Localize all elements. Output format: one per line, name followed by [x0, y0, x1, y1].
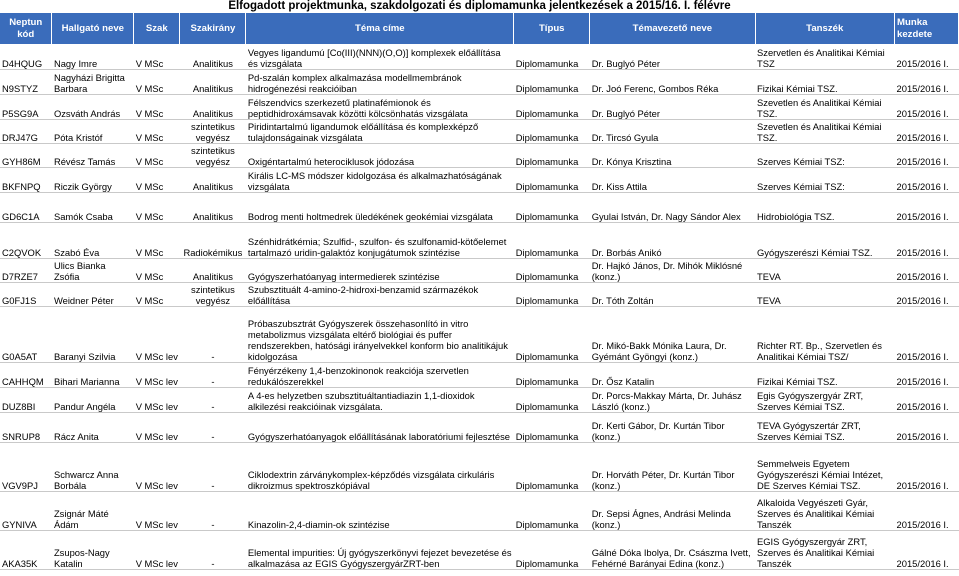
cell-tema-cime: Szubsztituált 4-amino-2-hidroxi-benzamid származékok előállítása [246, 282, 514, 306]
cell-tanszek: Szevetlen és Analitikai Kémiai TSZ. [755, 94, 895, 119]
cell-szakirany: Analitikus [180, 69, 246, 94]
cell-hallgato-neve: Samók Csaba [52, 192, 134, 222]
cell-neptun-kod: DRJ47G [0, 119, 52, 143]
cell-munka-kezdete: 2015/2016 I. [895, 530, 959, 569]
cell-munka-kezdete: 2015/2016 I. [895, 491, 959, 530]
cell-hallgato-neve: Póta Kristóf [52, 119, 134, 143]
cell-szakirany: - [180, 491, 246, 530]
cell-szakirany: Analitikus [180, 94, 246, 119]
cell-szakirany: Radiokémikus [180, 222, 246, 258]
cell-temavezeto-neve: Dr. Porcs-Makkay Márta, Dr. Juhász László (konz.) [590, 387, 755, 412]
table-row [0, 306, 959, 362]
cell-temavezeto-neve: Gyulai István, Dr. Nagy Sándor Alex [590, 192, 755, 222]
cell-tipus: Diplomamunka [514, 282, 590, 306]
cell-neptun-kod: DUZ8BI [0, 387, 52, 412]
table-body [0, 44, 959, 569]
cell-tanszek: Szevetlen és Analitikai Kémiai TSZ. [755, 119, 895, 143]
cell-hallgato-neve: Zsignár Máté Ádám [52, 491, 134, 530]
cell-tema-cime: Vegyes ligandumú [Co(III)(NNN)(O,O)] komplexek előállítása és vizsgálata [246, 44, 514, 69]
cell-tipus: Diplomamunka [514, 143, 590, 167]
cell-munka-kezdete: 2015/2016 I. [895, 412, 959, 442]
registrations-table [0, 13, 959, 570]
cell-neptun-kod: BKFNPQ [0, 167, 52, 192]
cell-neptun-kod: SNRUP8 [0, 412, 52, 442]
cell-tipus: Diplomamunka [514, 412, 590, 442]
cell-temavezeto-neve: Dr. Mikó-Bakk Mónika Laura, Dr. Gyémánt Gyöngyi (konz.) [590, 306, 755, 362]
cell-szak: V MSc lev [134, 412, 180, 442]
cell-munka-kezdete: 2015/2016 I. [895, 387, 959, 412]
cell-neptun-kod: GYNIVA [0, 491, 52, 530]
cell-neptun-kod: VGV9PJ [0, 442, 52, 491]
cell-neptun-kod: GYH86M [0, 143, 52, 167]
header-szakirany: Szakirány [180, 13, 246, 44]
cell-tanszek: Gyógyszerészi Kémiai TSZ. [755, 222, 895, 258]
cell-tema-cime: Ciklodextrin zárványkomplex-képződés vizsgálata cirkuláris dikroizmus spektroszkópiával [246, 442, 514, 491]
cell-hallgato-neve: Riczik György [52, 167, 134, 192]
cell-tipus: Diplomamunka [514, 530, 590, 569]
table-row [0, 222, 959, 258]
table-row [0, 192, 959, 222]
cell-temavezeto-neve: Gálné Dóka Ibolya, Dr. Császma Ivett, Fehérné Barányai Edina (konz.) [590, 530, 755, 569]
page-title: Elfogadott projektmunka, szakdolgozati és diplomamunka jelentkezések a 2015/16. I. félévre [228, 0, 731, 12]
cell-munka-kezdete: 2015/2016 I. [895, 69, 959, 94]
cell-szakirany: - [180, 442, 246, 491]
cell-hallgato-neve: Baranyi Szilvia [52, 306, 134, 362]
cell-tanszek: Szerves Kémiai TSZ: [755, 143, 895, 167]
cell-szak: V MSc [134, 192, 180, 222]
cell-tipus: Diplomamunka [514, 222, 590, 258]
cell-tanszek: Alkaloida Vegyészeti Gyár, Szerves és Analitikai Kémiai Tanszék [755, 491, 895, 530]
cell-hallgato-neve: Nagy Imre [52, 44, 134, 69]
cell-neptun-kod: G0A5AT [0, 306, 52, 362]
cell-szak: V MSc [134, 69, 180, 94]
cell-szak: V MSc lev [134, 442, 180, 491]
cell-tipus: Diplomamunka [514, 491, 590, 530]
cell-tipus: Diplomamunka [514, 44, 590, 69]
cell-hallgato-neve: Ozsváth András [52, 94, 134, 119]
cell-temavezeto-neve: Dr. Kerti Gábor, Dr. Kurtán Tibor (konz.) [590, 412, 755, 442]
cell-temavezeto-neve: Dr. Hajkó János, Dr. Mihók Miklósné (konz.) [590, 258, 755, 282]
cell-tanszek: Hidrobiológia TSZ. [755, 192, 895, 222]
cell-hallgato-neve: Szabó Éva [52, 222, 134, 258]
cell-temavezeto-neve: Dr. Buglyó Péter [590, 44, 755, 69]
cell-temavezeto-neve: Dr. Buglyó Péter [590, 94, 755, 119]
cell-tema-cime: A 4-es helyzetben szubsztituáltantiadiazin 1,1-dioxidok alkilezési reakcióinak vizsgálata. [246, 387, 514, 412]
cell-szakirany: - [180, 530, 246, 569]
cell-temavezeto-neve: Dr. Tircsó Gyula [590, 119, 755, 143]
cell-tipus: Diplomamunka [514, 258, 590, 282]
cell-szakirany: Analitikus [180, 44, 246, 69]
table-row [0, 442, 959, 491]
table-row [0, 530, 959, 569]
cell-szak: V MSc [134, 282, 180, 306]
cell-tipus: Diplomamunka [514, 69, 590, 94]
cell-tanszek: Fizikai Kémiai TSZ. [755, 69, 895, 94]
table-row [0, 143, 959, 167]
cell-szak: V MSc lev [134, 362, 180, 387]
cell-szak: V MSc lev [134, 491, 180, 530]
cell-szak: V MSc lev [134, 306, 180, 362]
table-row [0, 94, 959, 119]
cell-szakirany: szintetikus vegyész [180, 143, 246, 167]
cell-munka-kezdete: 2015/2016 I. [895, 282, 959, 306]
cell-szakirany: Analitikus [180, 192, 246, 222]
cell-tema-cime: Oxigéntartalmú heterociklusok jódozása [246, 143, 514, 167]
cell-tipus: Diplomamunka [514, 119, 590, 143]
header-neptun-kod: Neptun kód [0, 13, 52, 44]
header-temavezeto-neve: Témavezető neve [590, 13, 755, 44]
cell-tipus: Diplomamunka [514, 192, 590, 222]
cell-szakirany: - [180, 362, 246, 387]
cell-tanszek: Fizikai Kémiai TSZ. [755, 362, 895, 387]
cell-tema-cime: Fényérzékeny 1,4-benzokinonok reakciója szervetlen redukálószerekkel [246, 362, 514, 387]
cell-tanszek: TEVA Gyógyszertár ZRT, Szerves Kémiai TSZ. [755, 412, 895, 442]
cell-tema-cime: Gyógyszerhatóanyag intermedierek szintézise [246, 258, 514, 282]
cell-tanszek: Szerves Kémiai TSZ: [755, 167, 895, 192]
cell-hallgato-neve: Bihari Marianna [52, 362, 134, 387]
cell-munka-kezdete: 2015/2016 I. [895, 306, 959, 362]
cell-szakirany: Analitikus [180, 258, 246, 282]
cell-munka-kezdete: 2015/2016 I. [895, 94, 959, 119]
cell-munka-kezdete: 2015/2016 I. [895, 362, 959, 387]
cell-munka-kezdete: 2015/2016 I. [895, 119, 959, 143]
cell-temavezeto-neve: Dr. Kónya Krisztina [590, 143, 755, 167]
cell-szakirany: szintetikus vegyész [180, 119, 246, 143]
cell-hallgato-neve: Rácz Anita [52, 412, 134, 442]
cell-temavezeto-neve: Dr. Tóth Zoltán [590, 282, 755, 306]
cell-szakirany: Analitikus [180, 167, 246, 192]
cell-temavezeto-neve: Dr. Horváth Péter, Dr. Kurtán Tibor (konz.) [590, 442, 755, 491]
cell-neptun-kod: P5SG9A [0, 94, 52, 119]
cell-neptun-kod: GD6C1A [0, 192, 52, 222]
cell-temavezeto-neve: Dr. Joó Ferenc, Gombos Réka [590, 69, 755, 94]
header-munka-kezdete: Munka kezdete [895, 13, 959, 44]
cell-munka-kezdete: 2015/2016 I. [895, 143, 959, 167]
cell-tema-cime: Gyógyszerhatóanyagok előállításának laboratóriumi fejlesztése [246, 412, 514, 442]
cell-tema-cime: Piridintartalmú ligandumok előállítása és komplexképző tulajdonságainak vizsgálata [246, 119, 514, 143]
cell-tema-cime: Félszendvics szerkezetű platinafémionok és peptidhidroxámsavak közötti kölcsönhatás vizsgálata [246, 94, 514, 119]
cell-tipus: Diplomamunka [514, 362, 590, 387]
cell-tanszek: Szervetlen és Analitikai Kémiai TSZ [755, 44, 895, 69]
cell-tema-cime: Királis LC-MS módszer kidolgozása és alkalmazhatóságának vizsgálata [246, 167, 514, 192]
cell-hallgato-neve: Pandur Angéla [52, 387, 134, 412]
header-tipus: Típus [514, 13, 590, 44]
table-row [0, 412, 959, 442]
cell-szak: V MSc [134, 167, 180, 192]
cell-hallgato-neve: Ulics Bianka Zsófia [52, 258, 134, 282]
cell-hallgato-neve: Révész Tamás [52, 143, 134, 167]
cell-neptun-kod: C2QVOK [0, 222, 52, 258]
cell-neptun-kod: N9STYZ [0, 69, 52, 94]
cell-tanszek: EGIS Gyógyszergyár ZRT, Szerves és Analitikai Kémiai Tanszék [755, 530, 895, 569]
cell-tanszek: Semmelweis Egyetem Gyógyszerészi Kémiai Intézet, DE Szerves Kémiai TSZ. [755, 442, 895, 491]
cell-temavezeto-neve: Dr. Borbás Anikó [590, 222, 755, 258]
cell-szak: V MSc [134, 119, 180, 143]
header-szak: Szak [134, 13, 180, 44]
cell-temavezeto-neve: Dr. Sepsi Ágnes, Andrási Melinda (konz.) [590, 491, 755, 530]
cell-szak: V MSc [134, 94, 180, 119]
cell-hallgato-neve: Nagyházi Brigitta Barbara [52, 69, 134, 94]
cell-neptun-kod: D4HQUG [0, 44, 52, 69]
cell-temavezeto-neve: Dr. Ősz Katalin [590, 362, 755, 387]
cell-tipus: Diplomamunka [514, 387, 590, 412]
table-row [0, 491, 959, 530]
cell-tanszek: Richter RT. Bp., Szervetlen és Analitikai Kémiai TSZ/ [755, 306, 895, 362]
cell-szak: V MSc [134, 44, 180, 69]
cell-szakirany: - [180, 412, 246, 442]
cell-munka-kezdete: 2015/2016 I. [895, 192, 959, 222]
table-row [0, 387, 959, 412]
table-row [0, 258, 959, 282]
cell-tema-cime: Próbaszubsztrát Gyógyszerek összehasonlító in vitro metabolizmus vizsgálata eltérő biológiai és puffer rendszerekben, hatósági irányelvekkel konform bio analitikájuk kidolgozása [246, 306, 514, 362]
cell-hallgato-neve: Weidner Péter [52, 282, 134, 306]
cell-tema-cime: Pd-szalán komplex alkalmazása modellmembránok hidrogénezési reakcióiban [246, 69, 514, 94]
cell-tipus: Diplomamunka [514, 94, 590, 119]
cell-szak: V MSc [134, 143, 180, 167]
cell-munka-kezdete: 2015/2016 I. [895, 222, 959, 258]
cell-szakirany: - [180, 306, 246, 362]
table-row [0, 167, 959, 192]
cell-temavezeto-neve: Dr. Kiss Attila [590, 167, 755, 192]
cell-tanszek: TEVA [755, 258, 895, 282]
cell-szakirany: - [180, 387, 246, 412]
cell-tanszek: TEVA [755, 282, 895, 306]
table-row [0, 44, 959, 69]
cell-szak: V MSc [134, 222, 180, 258]
table-row [0, 282, 959, 306]
cell-hallgato-neve: Zsupos-Nagy Katalin [52, 530, 134, 569]
cell-neptun-kod: G0FJ1S [0, 282, 52, 306]
table-row [0, 119, 959, 143]
cell-szakirany: szintetikus vegyész [180, 282, 246, 306]
cell-munka-kezdete: 2015/2016 I. [895, 167, 959, 192]
header-row [0, 13, 959, 44]
cell-tipus: Diplomamunka [514, 167, 590, 192]
cell-tema-cime: Elemental impurities: Új gyógyszerkönyvi fejezet bevezetése és alkalmazása az EGIS GyógyszergyárZRT-ben [246, 530, 514, 569]
cell-tema-cime: Bodrog menti holtmedrek üledékének geokémiai vizsgálata [246, 192, 514, 222]
header-tanszek: Tanszék [755, 13, 895, 44]
cell-tema-cime: Kinazolin-2,4-diamin-ok szintézise [246, 491, 514, 530]
cell-szak: V MSc lev [134, 530, 180, 569]
cell-neptun-kod: CAHHQM [0, 362, 52, 387]
cell-neptun-kod: AKA35K [0, 530, 52, 569]
header-tema-cime: Téma címe [246, 13, 514, 44]
table-row [0, 69, 959, 94]
cell-szak: V MSc lev [134, 387, 180, 412]
cell-tema-cime: Szénhidrátkémia; Szulfid-, szulfon- és szulfonamid-kötőelemet tartalmazó uridin-galaktóz konjugátumok szintézise [246, 222, 514, 258]
cell-munka-kezdete: 2015/2016 I. [895, 44, 959, 69]
cell-neptun-kod: D7RZE7 [0, 258, 52, 282]
cell-tipus: Diplomamunka [514, 442, 590, 491]
cell-munka-kezdete: 2015/2016 I. [895, 258, 959, 282]
table-row [0, 362, 959, 387]
cell-tipus: Diplomamunka [514, 306, 590, 362]
cell-hallgato-neve: Schwarcz Anna Borbála [52, 442, 134, 491]
header-hallgato-neve: Hallgató neve [52, 13, 134, 44]
cell-munka-kezdete: 2015/2016 I. [895, 442, 959, 491]
cell-szak: V MSc [134, 258, 180, 282]
cell-tanszek: Egis Gyógyszergyár ZRT, Szerves Kémiai TSZ. [755, 387, 895, 412]
